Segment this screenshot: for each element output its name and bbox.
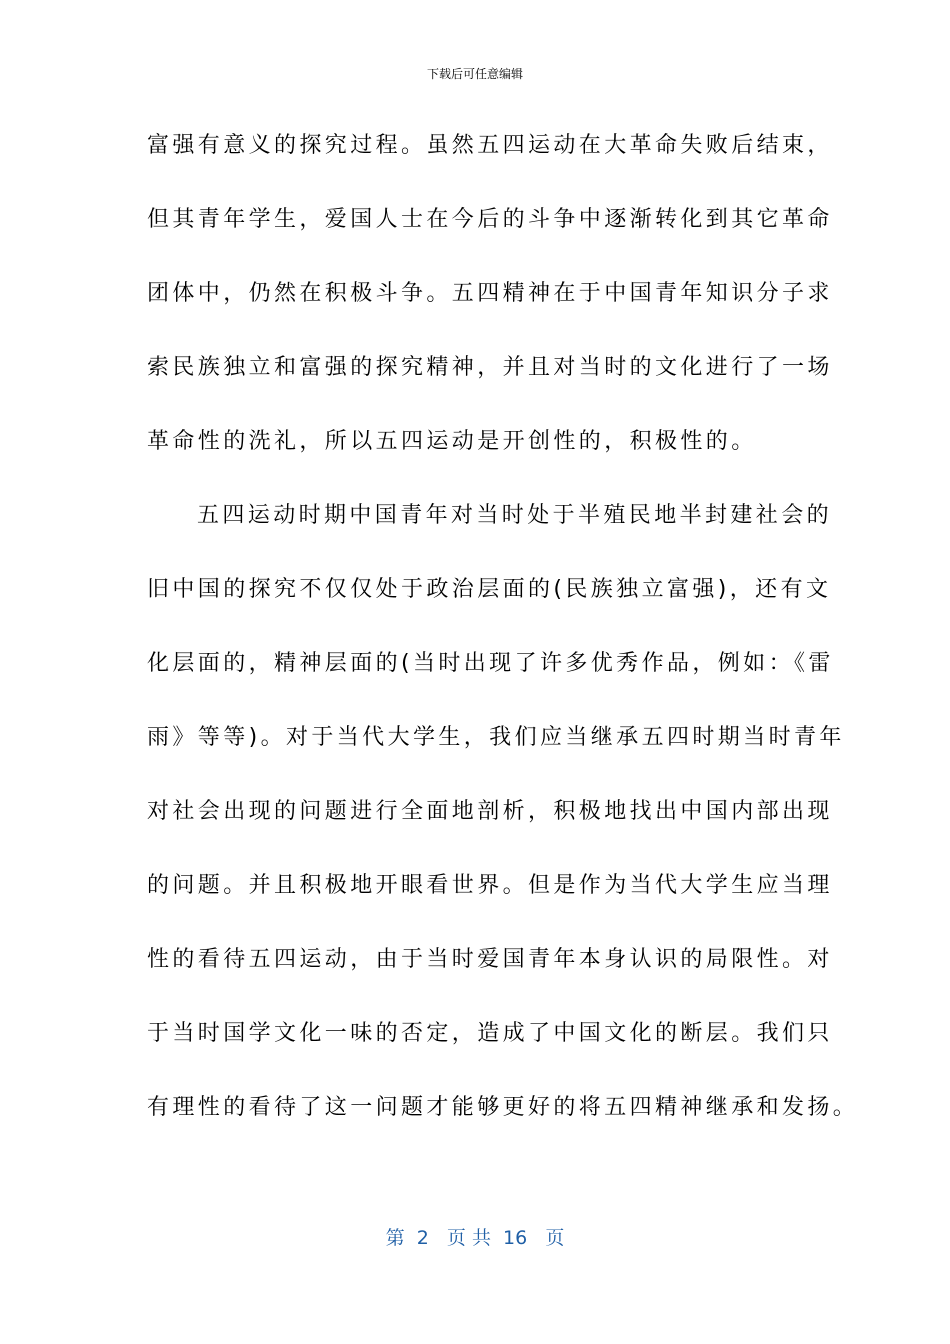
text-line: 于当时国学文化一味的否定，造成了中国文化的断层。我们只 — [147, 1021, 833, 1046]
page-header: 下载后可任意编辑 — [426, 67, 523, 81]
text-line: 革命性的洗礼，所以五四运动是开创性的，积极性的。 — [147, 429, 757, 454]
paragraph-start-line: 五四运动时期中国青年对当时处于半殖民地半封建社会的 — [197, 503, 833, 528]
text-line: 对社会出现的问题进行全面地剖析，积极地找出中国内部出现 — [147, 799, 833, 824]
text-line: 团体中，仍然在积极斗争。五四精神在于中国青年知识分子求 — [147, 281, 833, 306]
text-line: 化层面的，精神层面的(当时出现了许多优秀作品，例如：《雷 — [147, 651, 834, 676]
document-body — [147, 120, 859, 1156]
text-line: 性的看待五四运动，由于当时爱国青年本身认识的局限性。对 — [147, 947, 833, 972]
text-line: 的问题。并且积极地开眼看世界。但是作为当代大学生应当理 — [147, 873, 833, 898]
text-line: 富强有意义的探究过程。虽然五四运动在大革命失败后结束， — [147, 133, 833, 158]
text-line: 有理性的看待了这一问题才能够更好的将五四精神继承和发扬。 — [147, 1095, 859, 1120]
text-line: 旧中国的探究不仅仅处于政治层面的(民族独立富强)，还有文 — [147, 577, 832, 602]
page-number-footer: 第 2 页 共 16 页 — [385, 1227, 565, 1249]
text-line: 但其青年学生，爱国人士在今后的斗争中逐渐转化到其它革命 — [147, 207, 833, 232]
text-line: 索民族独立和富强的探究精神，并且对当时的文化进行了一场 — [147, 355, 833, 380]
text-line: 雨》等等)。对于当代大学生，我们应当继承五四时期当时青年 — [147, 725, 845, 750]
